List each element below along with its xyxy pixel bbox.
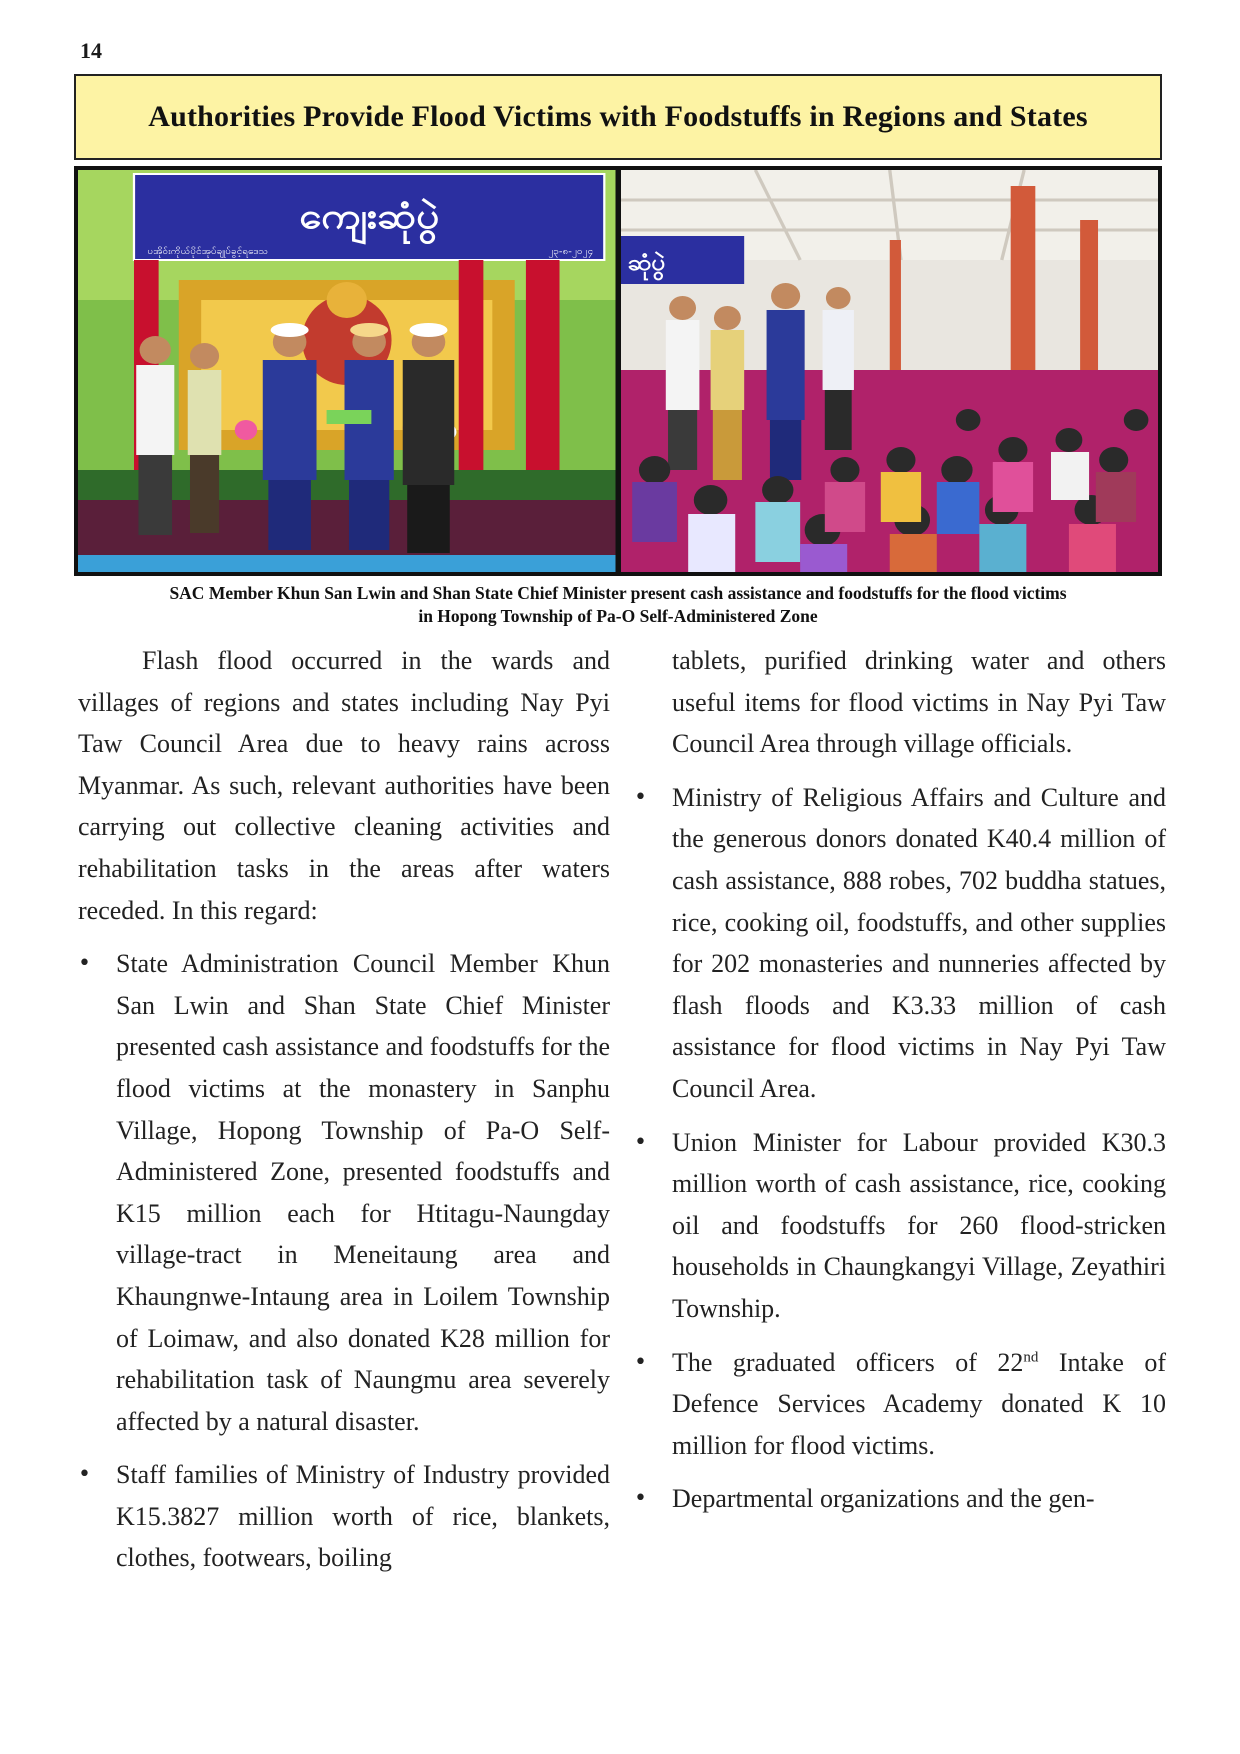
list-item-text-post: Intake of Defence Services Academy donated K 10 million for flood victims. xyxy=(672,1347,1166,1460)
bullet-icon: • xyxy=(634,784,647,810)
list-item xyxy=(634,1122,1166,1330)
list-item-text-pre: The graduated officers of 22 xyxy=(672,1347,1024,1377)
bullet-icon: • xyxy=(78,951,91,977)
bullet-icon: • xyxy=(634,1129,647,1155)
caption-line-2: in Hopong Township of Pa-O Self-Administered Zone xyxy=(418,606,818,626)
intro-paragraph: Flash flood occurred in the wards and villages of regions and states including Nay Pyi Taw Council Area due to heavy rains across Myanmar. As such, relevant authorities have been carrying out collective cleaning activities and rehabilitation tasks in the areas after waters receded. In this regard: xyxy=(78,646,610,925)
bullet-icon: • xyxy=(634,1486,647,1512)
photo-strip xyxy=(74,166,1162,576)
left-column xyxy=(78,640,610,1591)
caption-line-1: SAC Member Khun San Lwin and Shan State Chief Minister present cash assistance and foodstuffs for the flood victims xyxy=(169,583,1067,603)
right-bullet-list xyxy=(634,640,1166,1520)
list-item xyxy=(634,1478,1166,1520)
banner-main-text: ကျေးဆုံပွဲ xyxy=(299,195,440,238)
list-item-text: Union Minister for Labour provided K30.3 million worth of cash assistance, rice, cooking oil and foodstuffs for 260 flood-stricken households in Chaungkangyi Village, Zeyathiri Township. xyxy=(672,1127,1166,1323)
list-item xyxy=(634,777,1166,1110)
hall-photo-illustration xyxy=(621,170,1159,572)
hall-banner-text: ဆုံပွဲ xyxy=(627,249,666,276)
list-item-text: Departmental organizations and the gen- xyxy=(672,1484,1095,1514)
headline: Authorities Provide Flood Victims with Foodstuffs in Regions and States xyxy=(148,100,1088,133)
hall-photo xyxy=(621,170,1159,572)
banner-sub-right: ၂၃-၈-၂၀၂၄ xyxy=(548,246,594,257)
list-item-text: Staff families of Ministry of Industry provided K15.3827 million worth of rice, blankets, clothes, footwears, boiling xyxy=(116,1460,610,1573)
left-bullet-list xyxy=(78,943,610,1579)
list-item-text xyxy=(672,1348,1166,1460)
list-item-continued xyxy=(634,640,1166,765)
photo-caption xyxy=(74,582,1162,628)
list-item-text: tablets, purified drinking water and others useful items for flood victims in Nay Pyi Taw Council Area through village officials. xyxy=(672,646,1166,759)
bullet-icon: • xyxy=(78,1462,91,1488)
banner-sub-left: ပအိုဝ်းကိုယ်ပိုင်အုပ်ချုပ်ခွင့်ရဒေသ xyxy=(147,246,269,257)
list-item-text: Ministry of Religious Affairs and Culture and the generous donors donated K40.4 million of cash assistance, 888 robes, 702 buddha statues, rice, cooking oil, foodstuffs, and other supplies for 202 monasteries and nunneries affected by flash floods and K3.33 million of cash assistance for flood victims in Nay Pyi Taw Council Area. xyxy=(672,782,1166,1103)
right-column xyxy=(634,640,1166,1532)
page-number: 14 xyxy=(80,38,102,63)
ordinal-suffix: nd xyxy=(1023,1348,1039,1365)
bullet-icon: • xyxy=(634,1349,647,1375)
ceremony-photo xyxy=(78,170,616,572)
list-item xyxy=(634,1342,1166,1467)
list-item xyxy=(78,1454,610,1579)
list-item xyxy=(78,943,610,1442)
ceremony-photo-illustration xyxy=(78,170,616,572)
headline-box xyxy=(74,74,1162,160)
list-item-text: State Administration Council Member Khun San Lwin and Shan State Chief Minister presented cash assistance and foodstuffs for the flood victims at the monastery in Sanphu Village, Hopong Township of Pa-O Self-Administered Zone, presented foodstuffs and K15 million each for Htitagu-Naungday village-tract in Meneitaung area and Khaungnwe-Intaung area in Loilem Township of Loimaw, and also donated K28 million for rehabilitation task of Naungmu area severely affected by a natural disaster. xyxy=(116,949,610,1436)
